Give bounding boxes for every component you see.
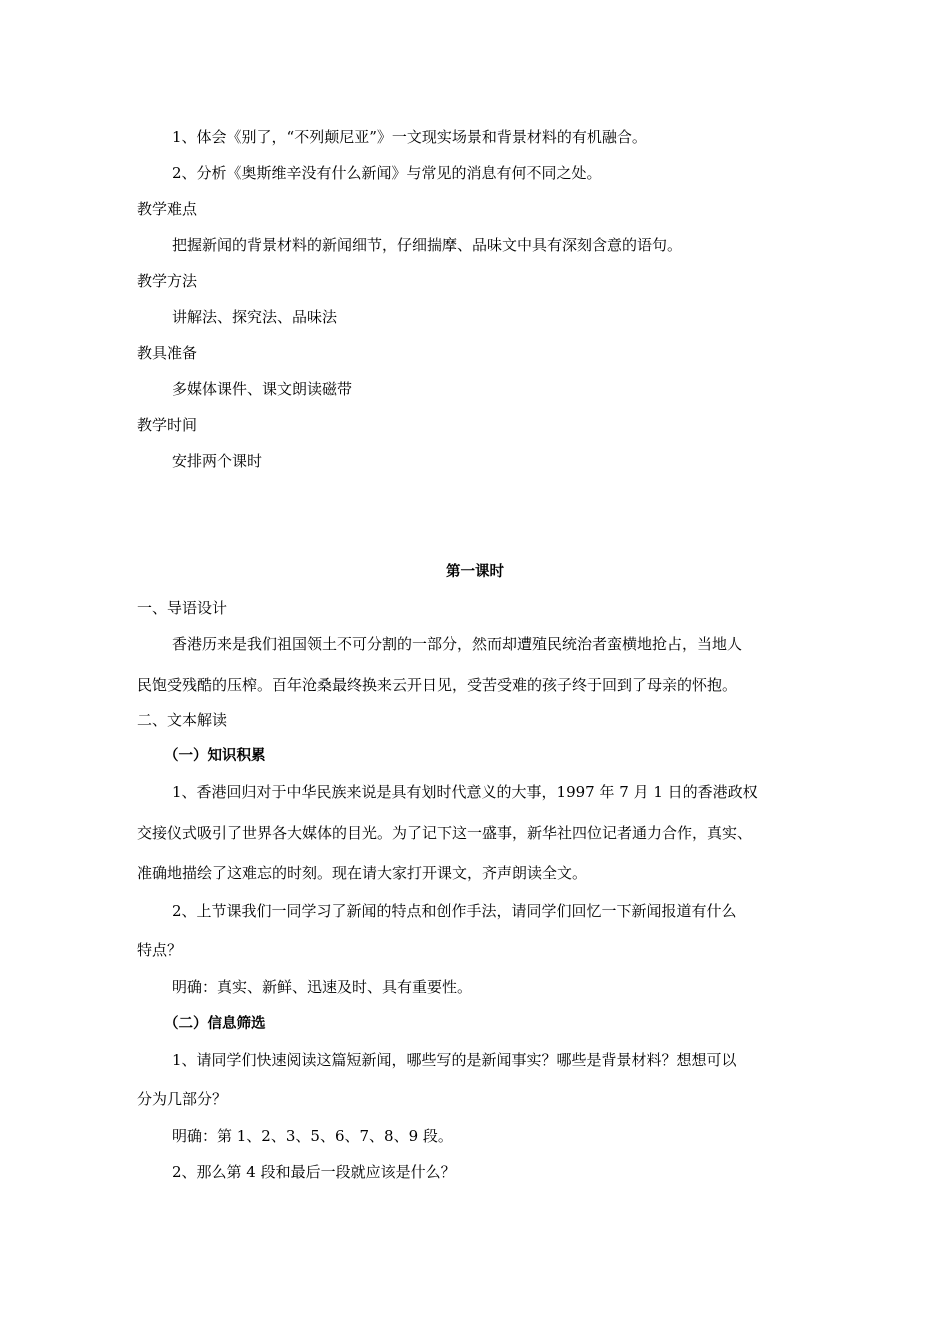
difficulty-heading: 教学难点 [137,200,198,218]
section2-heading: 二、文本解读 [137,711,228,729]
time-text: 安排两个课时 [172,452,263,470]
sub2-p2: 2、那么第 4 段和最后一段就应该是什么？ [172,1163,456,1181]
objective-item-1: 1、体会《别了，“不列颠尼亚”》一文现实场景和背景材料的有机融合。 [172,128,647,146]
tools-heading: 教具准备 [137,344,198,362]
sub1-p2-answer: 明确：真实、新鲜、迅速及时、具有重要性。 [172,978,473,996]
sub1-p2-line2: 特点？ [137,941,183,959]
sub2-p1-answer: 明确：第 1、2、3、5、6、7、8、9 段。 [172,1127,453,1145]
intro-line-2: 民饱受残酷的压榨。百年沧桑最终换来云开日见，受苦受难的孩子终于回到了母亲的怀抱。 [137,676,738,694]
sub2-p1-line2: 分为几部分？ [137,1090,228,1108]
lesson-title: 第一课时 [446,564,504,580]
section1-heading: 一、导语设计 [137,599,228,617]
method-text: 讲解法、探究法、品味法 [172,308,338,326]
sub1-p1-line1: 1、香港回归对于中华民族来说是具有划时代意义的大事，1997 年 7 月 1 日的香港政权 [172,783,758,801]
time-heading: 教学时间 [137,416,198,434]
sub1-p1-line2: 交接仪式吸引了世界各大媒体的目光。为了记下这一盛事，新华社四位记者通力合作，真实、 [137,824,753,842]
subsection2-heading: （二）信息筛选 [164,1016,266,1032]
method-heading: 教学方法 [137,272,198,290]
sub1-p1-line3: 准确地描绘了这难忘的时刻。现在请大家打开课文，齐声朗读全文。 [137,864,588,882]
sub1-p2-line1: 2、上节课我们一同学习了新闻的特点和创作手法，请同学们回忆一下新闻报道有什么 [172,902,737,920]
difficulty-text: 把握新闻的背景材料的新闻细节，仔细揣摩、品味文中具有深刻含意的语句。 [172,236,683,254]
intro-line-1: 香港历来是我们祖国领土不可分割的一部分，然而却遭殖民统治者蛮横地抢占，当地人 [172,635,743,653]
tools-text: 多媒体课件、课文朗读磁带 [172,380,353,398]
sub2-p1-line1: 1、请同学们快速阅读这篇短新闻，哪些写的是新闻事实？哪些是背景材料？想想可以 [172,1051,737,1069]
subsection1-heading: （一）知识积累 [164,748,266,764]
objective-item-2: 2、分析《奥斯维辛没有什么新闻》与常见的消息有何不同之处。 [172,164,602,182]
